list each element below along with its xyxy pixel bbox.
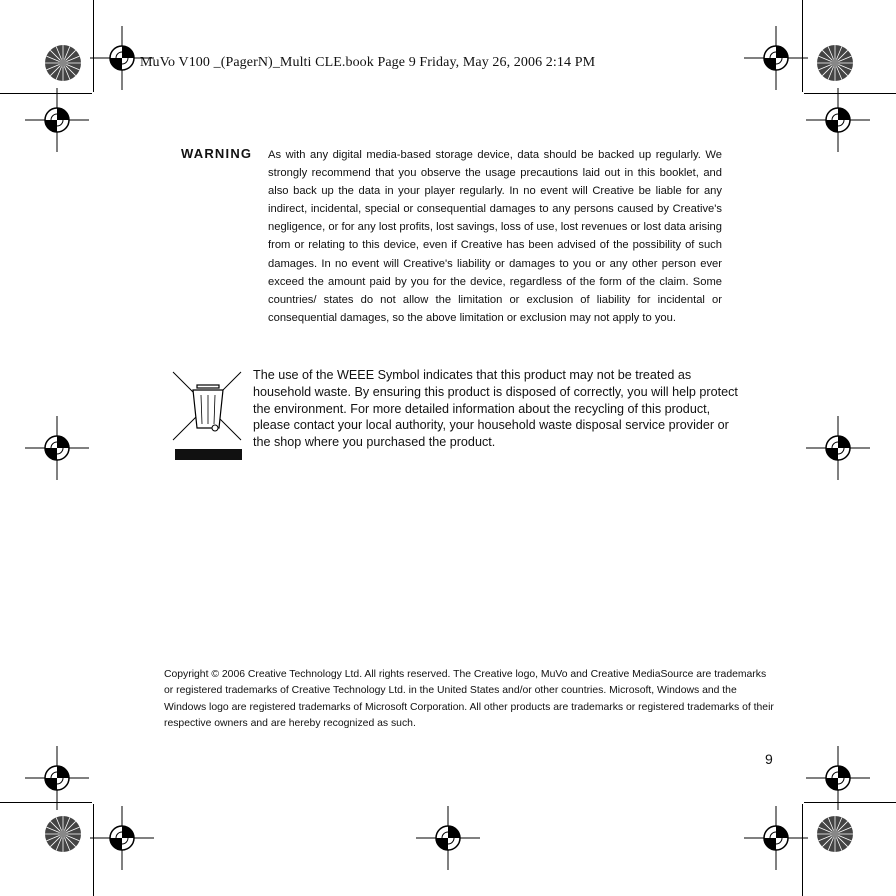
warning-text: As with any digital media-based storage device, data should be backed up regularly. We strongly recommend that you observe the usage precautions laid out in this booklet, and also back up the data in your player regularly. In no event will Creative be liable for any indirect, incidental, special or consequential damages to any persons caused by Creative's negligence, or for any lost profits, lost savings, loss of use, lost revenues or lost data arising from or relating to this device, even if Creative has been advised of the possibility of such damages. In no event will Creative's liability or damages to you or any other person ever exceed the amount paid by you for the device, regardless of the form of the claim. Some countries/ states do not allow the limitation or exclusion of liability for incidental or consequential damages, so the above limitation or exclusion may not apply to you. (268, 149, 722, 324)
warning-label: WARNING (181, 146, 253, 161)
book-header: MuVo V100 _(PagerN)_Multi CLE.book Page 9 Friday, May 26, 2006 2:14 PM (140, 55, 596, 70)
copyright-notice: Copyright © 2006 Creative Technology Ltd. All rights reserved. The Creative logo, MuVo and Creative MediaSource are trademarks or registered trademarks of Creative Technology Ltd. in the United States and/or other countries. Microsoft, Windows and the Windows logo are registered trademarks of Microsoft Corporation. All other products are trademarks or registered trademarks of their respective owners and are hereby recognized as such. (164, 669, 774, 730)
page-number: 9 (765, 751, 773, 767)
weee-crossed-bin-icon (171, 368, 245, 464)
weee-text: The use of the WEEE Symbol indicates that this product may not be treated as household waste. By ensuring this product is disposed of correctly, you will help protect the environment. For more detailed information about the recycling of this product, please contact your local authority, your household waste disposal service provider or the shop where you purchased the product. (253, 368, 738, 450)
